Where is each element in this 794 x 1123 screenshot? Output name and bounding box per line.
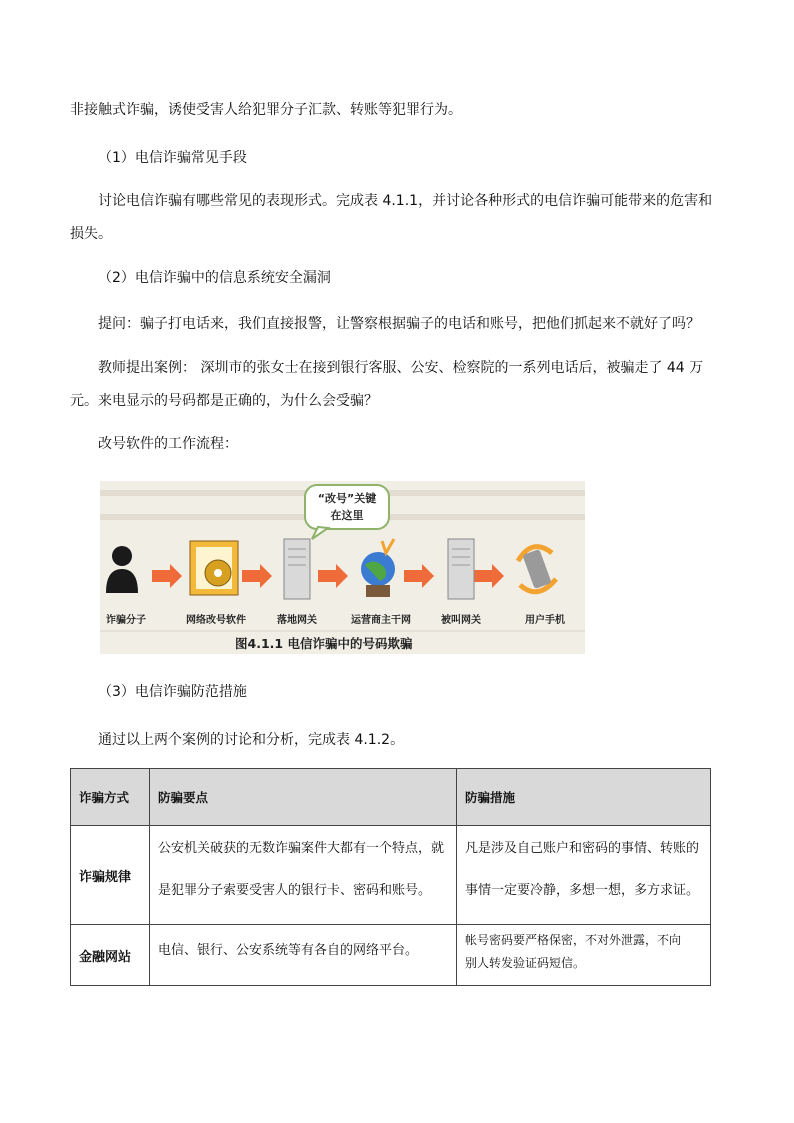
label-scammer: 诈骗分子 bbox=[106, 615, 146, 626]
figure-number-spoofing bbox=[100, 481, 585, 654]
server-icon bbox=[284, 539, 310, 599]
prevention-table bbox=[70, 768, 711, 986]
header-key-points: 防骗要点 bbox=[150, 769, 457, 826]
label-user-phone: 用户手机 bbox=[525, 615, 565, 626]
software-box-icon bbox=[190, 541, 238, 595]
cell-line: 别人转发验证码短信。 bbox=[465, 956, 586, 970]
arrow-icon bbox=[242, 564, 272, 588]
label-called-gateway: 被叫网关 bbox=[441, 615, 481, 626]
arrow-icon bbox=[152, 564, 182, 588]
label-landing-gateway: 落地网关 bbox=[277, 615, 317, 626]
heading-security-holes: （2）电信诈骗中的信息系统安全漏洞 bbox=[98, 270, 331, 286]
table-row bbox=[71, 925, 711, 986]
arrow-icon bbox=[474, 564, 504, 588]
cell-line: 帐号密码要严格保密，不对外泄露，不向 bbox=[465, 933, 682, 947]
cell-key-point bbox=[150, 925, 457, 986]
arrow-icon bbox=[318, 564, 348, 588]
bubble-line-2: 在这里 bbox=[330, 509, 364, 522]
cell-key-point bbox=[150, 826, 457, 925]
header-measures: 防骗措施 bbox=[457, 769, 711, 826]
person-icon bbox=[106, 546, 138, 593]
header-fraud-type: 诈骗方式 bbox=[71, 769, 150, 826]
arrow-icon bbox=[404, 564, 434, 588]
cell-line: 事情一定要冷静，多想一想，多方求证。 bbox=[465, 883, 700, 898]
mobile-phone-icon bbox=[518, 547, 556, 592]
cell-line: 公安机关破获的无数诈骗案件大都有一个特点，就 bbox=[158, 841, 445, 856]
speech-bubble bbox=[305, 485, 389, 539]
cell-line: 电信、银行、公安系统等有各自的网络平台。 bbox=[158, 943, 419, 958]
server-icon bbox=[448, 539, 474, 599]
label-backbone: 运营商主干网 bbox=[351, 615, 411, 626]
paragraph-question: 提问：骗子打电话来，我们直接报警，让警察根据骗子的电话和账号，把他们抓起来不就好了吗？ bbox=[98, 316, 700, 332]
cell-fraud-type: 金融网站 bbox=[71, 925, 150, 986]
cell-measure bbox=[457, 826, 711, 925]
globe-icon bbox=[361, 539, 395, 597]
cell-measure bbox=[457, 925, 711, 986]
label-software: 网络改号软件 bbox=[186, 615, 246, 626]
heading-prevention: （3）电信诈骗防范措施 bbox=[98, 684, 247, 700]
paragraph-discussion: 讨论电信诈骗有哪些常见的表现形式。完成表 4.1.1，并讨论各种形式的电信诈骗可能带来的危害和损失。 bbox=[70, 193, 713, 242]
bubble-line-1: “改号”关键 bbox=[317, 492, 377, 505]
table-header-row bbox=[71, 769, 711, 826]
cell-line: 凡是涉及自己账户和密码的事情、转账的 bbox=[465, 841, 700, 856]
heading-common-methods: （1）电信诈骗常见手段 bbox=[98, 150, 247, 166]
paragraph-intro: 非接触式诈骗，诱使受害人给犯罪分子汇款、转账等犯罪行为。 bbox=[70, 102, 462, 118]
cell-line: 是犯罪分子索要受害人的银行卡、密码和账号。 bbox=[158, 883, 432, 898]
paragraph-case: 教师提出案例： 深圳市的张女士在接到银行客服、公安、检察院的一系列电话后，被骗走了 44 万元。来电显示的号码都是正确的，为什么会受骗？ bbox=[70, 360, 704, 409]
cell-fraud-type: 诈骗规律 bbox=[71, 826, 150, 925]
paragraph-complete-table: 通过以上两个案例的讨论和分析，完成表 4.1.2。 bbox=[98, 732, 405, 748]
table-row bbox=[71, 826, 711, 925]
paragraph-workflow-intro: 改号软件的工作流程： bbox=[98, 436, 238, 452]
figure-caption: 图4.1.1 电信诈骗中的号码欺骗 bbox=[235, 636, 413, 651]
